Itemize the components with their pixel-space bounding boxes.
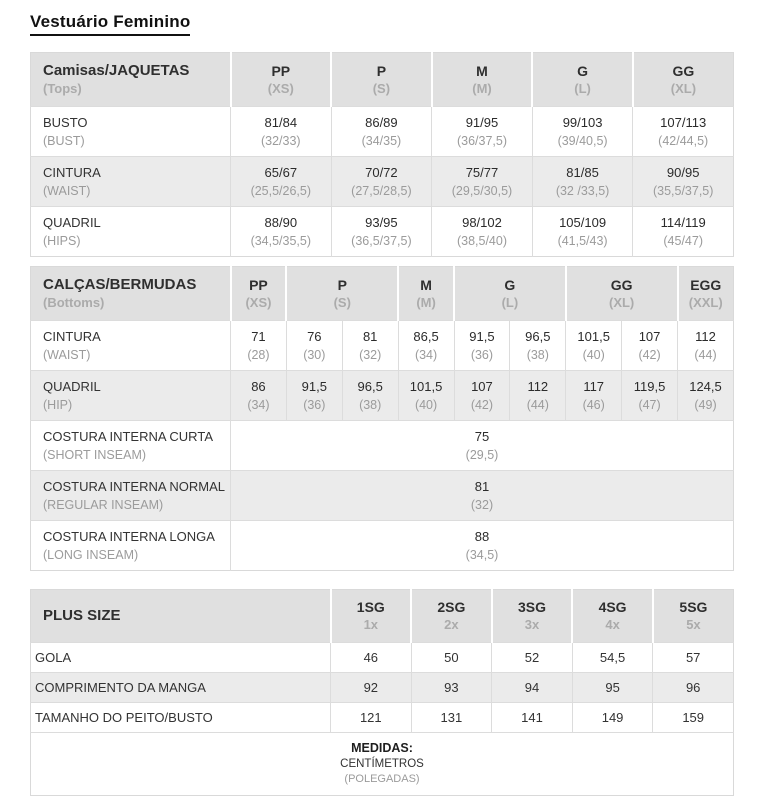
size-header-gg [566,267,678,321]
measure-cell [286,371,342,421]
value-cm: 107 [471,379,493,395]
size-label: GG [672,62,695,79]
size-sublabel: 3x [524,617,540,633]
value-cm: 101,5 [409,379,443,395]
table-row-regular-inseam [31,471,734,521]
measure-cell [566,321,622,371]
value-cm: 90/95 [666,165,700,181]
measure-cell [532,157,633,207]
size-sublabel: (XXL) [688,294,723,310]
tops-table-title: Camisas/JAQUETAS [43,62,190,79]
measure-cell [331,107,432,157]
bottoms-title-cell [31,267,231,321]
value-cm: 65/67 [264,165,298,181]
plus-size-table [30,589,734,796]
tops-header-row [31,53,734,107]
measure-cell [432,207,533,257]
size-sublabel: (XL) [670,80,697,96]
measures-footer-row [31,733,734,796]
measure-cell: 57 [653,643,734,673]
value-cm: 98/102 [462,215,502,231]
value-cm: 93/95 [365,215,398,231]
row-label: COSTURA INTERNA CURTA [43,429,213,445]
value-in: (32 /33,5) [555,183,610,198]
measure-cell: 92 [331,673,412,703]
measure-cell [231,371,287,421]
value-cm: 86/89 [365,115,398,131]
value-cm: 91/95 [465,115,499,131]
table-row-sleeve-length [31,673,734,703]
measure-cell [622,321,678,371]
value-in: (29,5) [465,447,499,462]
tops-table-subtitle: (Tops) [43,81,82,97]
value-cm: 86,5 [413,329,439,345]
measure-cell [622,371,678,421]
measure-cell [398,371,454,421]
table-row-hips [31,207,734,257]
row-sublabel: (WAIST) [43,347,91,362]
value-cm: 76 [307,329,322,345]
value-cm: 88/90 [264,215,298,231]
value-cm: 99/103 [562,115,603,131]
row-label-cell [31,157,231,207]
tops-size-table [30,52,734,257]
row-sublabel: (WAIST) [43,183,91,198]
table-row-hip [31,371,734,421]
size-header-m [432,53,533,107]
value-in: (45/47) [663,233,703,248]
measure-cell [331,207,432,257]
tops-title-cell [31,53,231,107]
measure-cell [633,107,734,157]
size-header-3sg [492,590,573,643]
row-label: BUSTO [43,115,88,131]
measure-cell [454,371,510,421]
value-cm: 114/119 [660,215,706,231]
page-title: Vestuário Feminino [30,12,190,36]
value-cm: 119,5 [633,379,666,395]
measure-cell: 94 [492,673,573,703]
measures-note-alt-unit: (POLEGADAS) [344,772,420,785]
measure-cell [331,157,432,207]
bottoms-table-title: CALÇAS/BERMUDAS [43,276,197,294]
size-sublabel: 1x [363,617,379,633]
size-label: 2SG [437,599,466,616]
measure-cell: 93 [411,673,492,703]
value-in: (32) [359,347,382,362]
measures-note-unit: CENTÍMETROS [340,757,424,770]
value-cm: 86 [251,379,266,395]
measure-cell [633,207,734,257]
value-in: (34,5) [465,547,499,562]
size-label: 4SG [598,599,627,616]
row-sublabel: (SHORT INSEAM) [43,447,147,462]
size-header-g [454,267,566,321]
value-cm: 81/85 [566,165,599,181]
value-in: (29,5/30,5) [451,183,513,198]
measure-cell [633,157,734,207]
size-header-1sg [331,590,412,643]
value-in: (36) [303,397,326,412]
measure-cell: 131 [411,703,492,733]
size-sublabel: (XL) [608,294,635,310]
row-label-cell [31,471,231,521]
size-label: M [476,62,488,79]
size-label: GG [610,276,633,293]
size-header-g [532,53,633,107]
row-label: QUADRIL [43,215,101,231]
size-label: EGG [690,276,722,293]
size-label: P [376,62,387,79]
value-in: (34/35) [361,133,402,148]
value-cm: 112 [527,379,549,395]
bottoms-table-subtitle: (Bottoms) [43,295,105,311]
size-sublabel: 2x [444,617,459,633]
measure-cell: 121 [331,703,412,733]
row-sublabel: (LONG INSEAM) [43,547,139,562]
value-cm: 75/77 [465,165,499,181]
value-in: (32/33) [260,133,301,148]
value-cm: 91,5 [301,379,327,395]
value-in: (47) [638,397,661,412]
size-sublabel: 4x [605,617,620,633]
value-in: (42) [638,347,661,362]
measure-cell [678,371,734,421]
measure-cell [432,107,533,157]
measure-cell: 52 [492,643,573,673]
size-header-pp [231,53,332,107]
row-label: COMPRIMENTO DA MANGA [31,673,331,703]
value-in: (38) [359,397,382,412]
value-in: (44) [694,347,717,362]
measure-cell [510,371,566,421]
size-label: PP [249,276,268,293]
measure-cell [678,321,734,371]
size-header-4sg [572,590,653,643]
value-in: (49) [694,397,717,412]
value-cm: 70/72 [365,165,398,181]
table-row-waist [31,157,734,207]
measures-note-cell [31,733,734,796]
measure-cell: 50 [411,643,492,673]
measure-cell [454,321,510,371]
row-label-cell [31,371,231,421]
size-sublabel: (L) [574,80,591,96]
value-in: (34,5/35,5) [250,233,312,248]
size-label: P [337,276,347,293]
measure-cell [432,157,533,207]
measure-cell: 159 [653,703,734,733]
value-cm: 81 [362,329,378,345]
row-label-cell [31,207,231,257]
value-cm: 124,5 [689,379,722,395]
size-header-p [331,53,432,107]
value-in: (28) [247,347,270,362]
table-row-collar [31,643,734,673]
table-row-waist [31,321,734,371]
value-in: (39/40,5) [557,133,608,148]
value-in: (40) [414,397,438,412]
size-header-2sg [411,590,492,643]
row-label: TAMANHO DO PEITO/BUSTO [31,703,331,733]
size-header-pp [231,267,287,321]
size-label: M [420,276,432,293]
measure-cell [231,207,332,257]
value-cm: 81/84 [264,115,298,131]
size-header-p [286,267,398,321]
value-in: (30) [303,347,326,362]
row-label: COSTURA INTERNA LONGA [43,529,215,545]
row-label-cell [31,521,231,571]
size-header-gg [633,53,734,107]
size-label: G [577,62,589,79]
measure-cell [342,321,398,371]
measure-cell [286,321,342,371]
value-in: (35,5/37,5) [652,183,714,198]
measure-cell [231,321,287,371]
value-cm: 88 [474,529,490,545]
value-cm: 107/113 [660,115,707,131]
row-label: COSTURA INTERNA NORMAL [43,479,226,495]
measure-cell [231,157,332,207]
value-in: (38) [526,347,549,362]
value-cm: 96,5 [525,329,551,345]
size-sublabel: (L) [501,294,519,310]
measure-cell [342,371,398,421]
measure-cell [398,321,454,371]
measure-cell [532,207,633,257]
value-cm: 81 [474,479,490,495]
bottoms-size-table [30,266,734,571]
measures-note-title: MEDIDAS: [351,741,413,756]
measure-cell [510,321,566,371]
value-in: (36) [470,347,494,362]
measure-cell-span [231,421,734,471]
size-label: 1SG [356,599,385,616]
measure-cell [231,107,332,157]
row-label-cell [31,321,231,371]
size-sublabel: (M) [472,80,492,96]
value-in: (38,5/40) [456,233,507,248]
value-in: (42/44,5) [658,133,709,148]
row-label: QUADRIL [43,379,101,395]
measure-cell-span [231,471,734,521]
size-sublabel: 5x [686,617,701,633]
value-cm: 105/109 [559,215,607,231]
size-label: 5SG [679,599,708,616]
size-sublabel: (M) [416,294,436,310]
row-label: CINTURA [43,165,101,181]
plus-title-cell [31,590,331,643]
size-header-egg [678,267,734,321]
row-sublabel: (HIP) [43,397,73,412]
row-label-cell [31,107,231,157]
value-in: (40) [582,347,605,362]
measure-cell [566,371,622,421]
row-sublabel: (REGULAR INSEAM) [43,497,164,512]
value-cm: 117 [583,379,605,395]
table-row-chest-size [31,703,734,733]
plus-table-title: PLUS SIZE [43,607,121,625]
size-label: G [504,276,516,293]
value-cm: 112 [695,329,716,345]
table-row-bust [31,107,734,157]
value-in: (34) [414,347,438,362]
value-cm: 75 [474,429,490,445]
row-label: GOLA [31,643,331,673]
value-in: (46) [582,397,605,412]
measure-cell [532,107,633,157]
measure-cell-span [231,521,734,571]
measure-cell: 149 [572,703,653,733]
table-row-long-inseam [31,521,734,571]
size-sublabel: (S) [372,80,391,96]
plus-header-row [31,590,734,643]
size-sublabel: (XS) [245,294,272,310]
value-cm: 71 [251,329,266,345]
measure-cell: 46 [331,643,412,673]
row-label-cell [31,421,231,471]
value-in: (34) [247,397,270,412]
size-label: PP [271,62,291,79]
value-in: (27,5/28,5) [351,183,412,198]
measure-cell: 141 [492,703,573,733]
row-sublabel: (BUST) [43,133,85,148]
value-cm: 107 [638,329,661,345]
value-cm: 91,5 [469,329,495,345]
size-header-5sg [653,590,734,643]
value-in: (32) [470,497,494,512]
value-in: (36,5/37,5) [351,233,412,248]
size-label: 3SG [517,599,546,616]
row-sublabel: (HIPS) [43,233,81,248]
value-cm: 96,5 [357,379,383,395]
value-in: (36/37,5) [456,133,507,148]
value-in: (44) [526,397,549,412]
value-in: (41,5/43) [557,233,608,248]
value-in: (25,5/26,5) [250,183,312,198]
measure-cell: 96 [653,673,734,703]
measure-cell: 95 [572,673,653,703]
size-sublabel: (XS) [267,80,294,96]
bottoms-header-row [31,267,734,321]
table-row-short-inseam [31,421,734,471]
measure-cell: 54,5 [572,643,653,673]
row-label: CINTURA [43,329,101,345]
size-header-m [398,267,454,321]
value-cm: 101,5 [577,329,610,345]
value-in: (42) [470,397,494,412]
size-sublabel: (S) [333,294,351,310]
